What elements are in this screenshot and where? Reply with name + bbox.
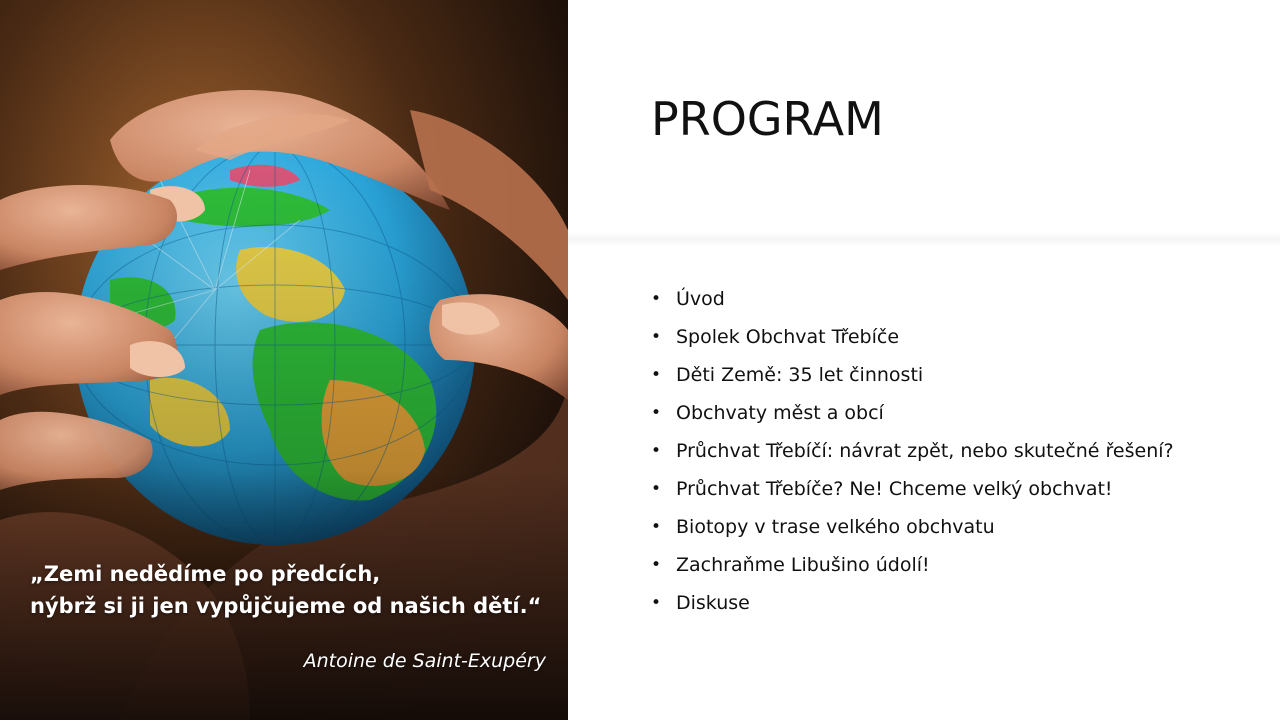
bullet-icon: • (651, 289, 662, 309)
list-item-label: Průchvat Třebíče? Ne! Chceme velký obchvat! (676, 478, 1113, 500)
quote-author: Antoine de Saint-Exupéry (303, 650, 546, 672)
divider (568, 232, 1280, 246)
list-item (651, 284, 1174, 322)
bullet-icon: • (651, 365, 662, 385)
list-item-label: Obchvaty měst a obcí (676, 402, 884, 424)
quote-text (30, 558, 560, 622)
list-item (651, 360, 1174, 398)
list-item-label: Děti Země: 35 let činnosti (676, 364, 924, 386)
list-item-label: Diskuse (676, 592, 750, 614)
bullet-icon: • (651, 327, 662, 347)
page-title: PROGRAM (651, 92, 884, 146)
list-item-label: Spolek Obchvat Třebíče (676, 326, 900, 348)
list-item (651, 322, 1174, 360)
photo-hands-globe (0, 0, 568, 720)
list-item (651, 550, 1174, 588)
bullet-icon: • (651, 555, 662, 575)
list-item (651, 474, 1174, 512)
quote-line-2: nýbrž si ji jen vypůjčujeme od našich dětí.“ (30, 594, 542, 618)
quote-line-1: „Zemi nedědíme po předcích, (30, 562, 381, 586)
bullet-icon: • (651, 403, 662, 423)
agenda-list (651, 284, 1174, 626)
bullet-icon: • (651, 517, 662, 537)
list-item-label: Úvod (676, 288, 725, 310)
bullet-icon: • (651, 479, 662, 499)
list-item-label: Biotopy v trase velkého obchvatu (676, 516, 995, 538)
bullet-icon: • (651, 593, 662, 613)
bullet-icon: • (651, 441, 662, 461)
list-item (651, 588, 1174, 626)
list-item-label: Průchvat Třebíčí: návrat zpět, nebo skutečné řešení? (676, 440, 1174, 462)
list-item (651, 398, 1174, 436)
list-item (651, 436, 1174, 474)
list-item (651, 512, 1174, 550)
list-item-label: Zachraňme Libušino údolí! (676, 554, 930, 576)
